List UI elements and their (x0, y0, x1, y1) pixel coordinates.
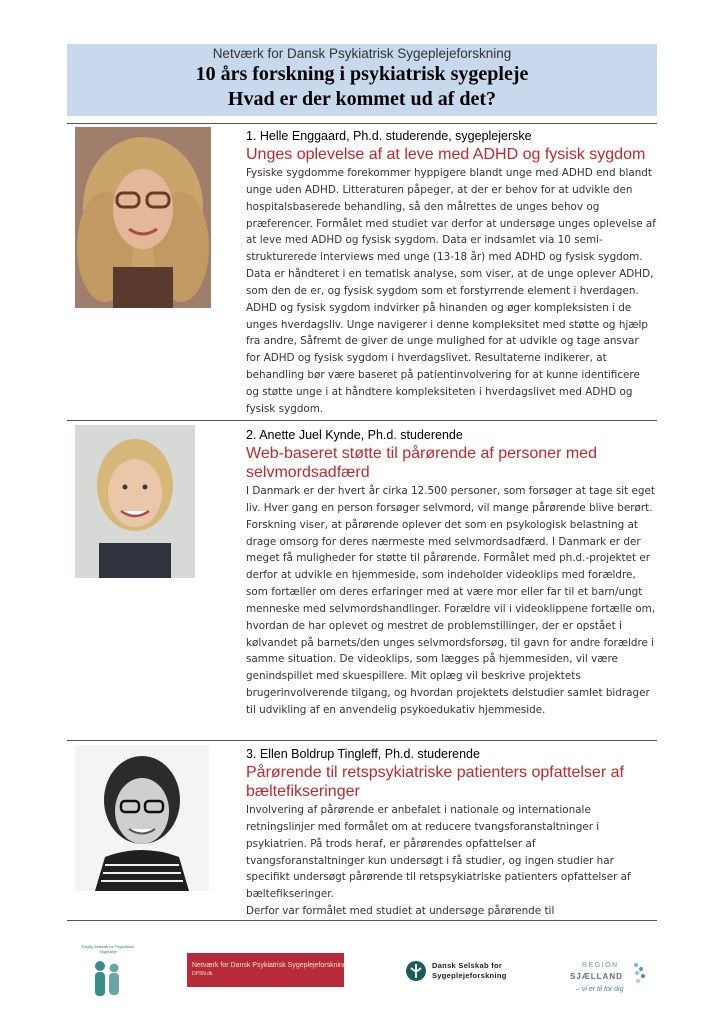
logo2-sub: DPSN.dk (192, 971, 213, 977)
divider (67, 920, 657, 921)
page-title-line-2: Hvad er der kommet ud af det? (227, 88, 497, 110)
speaker-abstract-3-continued: Derfor var formålet med studiet at undersøge pårørende til (246, 905, 555, 918)
logo4-line2: SJÆLLAND (570, 972, 623, 981)
network-name: Netværk for Dansk Psykiatrisk Sygeplejeforskning (212, 46, 512, 61)
speaker-photo-1 (75, 127, 211, 308)
speaker-abstract-3: Involvering af pårørende er anbefalet i nationale og internationale retningslinjer med formålet om at reducere tvangsforanstaltninger i psykiatrien. På trods heraf, er pårørendes opfattelser af tvangsforanstaltninger kun undersøgt i få studier, og ingen studier har specifikt undersøgt pårørende til retspsykiatriske patienters opfattelser af bæltefikseringer. (246, 804, 631, 901)
logo3-line1: Dansk Selskab for (432, 961, 503, 970)
logo4-tagline: – vi er til for dig (576, 986, 624, 993)
speaker-entry-1 (67, 124, 657, 414)
speaker-entry-3 (67, 741, 657, 921)
logo-region-sjaelland (568, 962, 648, 1006)
logo-network (187, 953, 347, 987)
logo-fagligt-selskab (78, 940, 138, 1004)
speaker-topic-1: Unges oplevelse af at leve med ADHD og fysisk sygdom (246, 146, 646, 163)
page-header (67, 44, 657, 116)
speaker-photo-2 (75, 425, 195, 578)
speaker-abstract-2: I Danmark er der hvert år cirka 12.500 personer, som forsøger at tage sit eget liv. Hver gang en person forsøger selvmord, vil mange pårørende blive berørt. Forskning viser, at pårørende oplever det som en psykologisk belastning at drage omsorg for deres nærmeste med selvmordsadfærd. I Danmark er der meget få muligheder for støtte til pårørende. Formålet med ph.d.-projektet er derfor at udvikle en hjemmeside, som indeholder videoklips med forældre, som fortæller om deres erfaringer med at være mor eller far til et barn/ungt menneske med selvmordshandlinger. Forældre vil i videoklippene fortælle om, hvordan de har oplevet og mestret de problemstillinger, der er opstået i kølvandet på barnets/den unges selvmordsforsøg, til gavn for andre forældre i samme situation. De videoklips, som lægges på hjemmesiden, vil være genindspillet med skuespillere. Mit oplæg vil beskrive projektets brugerinvolverende tilgang, og hvordan projektets delstudier samlet bidrager til udvikling af en anvendelig psykoedukativ hjemmeside. (246, 485, 655, 716)
logo3-line2: Sygeplejeforskning (432, 971, 507, 980)
speaker-topic-2: Web-baseret støtte til pårørende af personer med selvmordsadfærd (246, 445, 597, 481)
footer-logos (0, 940, 724, 1010)
speaker-entry-2 (67, 421, 657, 739)
speaker-name-1: 1. Helle Enggaard, Ph.d. studerende, sygeplejerske (246, 129, 532, 143)
speaker-topic-3: Pårørende til retspsykiatriske patienters opfattelser af bæltefikseringer (246, 764, 624, 800)
speaker-name-3: 3. Ellen Boldrup Tingleff, Ph.d. studerende (246, 747, 480, 761)
speaker-photo-3 (75, 745, 209, 891)
logo-dansk-selskab (405, 958, 525, 986)
logo2-text: Netværk for Dansk Psykiatrisk Sygeplejeforskning (192, 962, 347, 969)
logo1-text: Faglig Selskab for Psykiatrisk Sygepleje (81, 944, 135, 954)
page-title-line-1: 10 års forskning i psykiatrisk sygepleje (195, 63, 529, 85)
logo4-line1: REGION (582, 962, 619, 969)
dots-icon (632, 962, 646, 986)
dss-emblem-icon (405, 960, 427, 982)
speaker-name-2: 2. Anette Juel Kynde, Ph.d. studerende (246, 428, 463, 442)
speaker-abstract-1: Fysiske sygdomme forekommer hyppigere blandt unge med ADHD end blandt unge uden ADHD. Litteraturen påpeger, at der er behov for at udvikle den hospitalsbaserede behandling, så den målrettes de unges behov og præferencer. Formålet med studiet var derfor at undersøge unges oplevelse af at leve med ADHD og fysisk sygdom. Data er indsamlet via 10 semi-strukturerede interviews med unge (13-18 år) med ADHD og fysisk sygdom. Data er håndteret i en tematisk analyse, som viser, at de unge oplever ADHD, som den de er, og fysisk sygdom som et forstyrrende element i hverdagen. ADHD og fysisk sygdom indvirker på hinanden og øger kompleksisten i de unges hverdagsliv. Unge navigerer i denne kompleksitet med støtte og hjælp fra andre, Såfremt de giver de unge mulighed for at udvikle og tage ansvar for ADHD og fysisk sygdom i hverdagslivet. Resultaterne indikerer, at behandling bør være baseret på patientinvolvering for at kunne identificere og støtte unge i at håndtere kompleksiteten i hverdagslivet med ADHD og fysisk sygdom. (246, 167, 656, 415)
